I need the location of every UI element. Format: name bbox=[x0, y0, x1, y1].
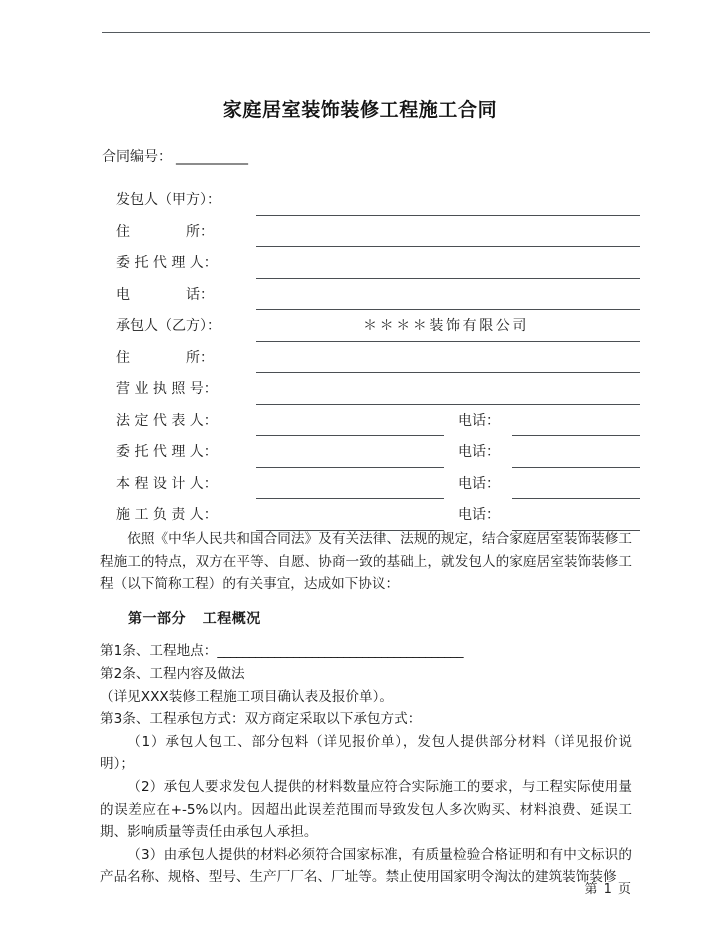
field-input-line[interactable] bbox=[256, 498, 444, 499]
form-row-contractor-agent bbox=[102, 438, 632, 470]
article-1-blank[interactable]: _______________________________________ bbox=[217, 643, 463, 660]
article-1 bbox=[100, 640, 632, 663]
article-3-item-1: （1）承包人包工、部分包料（详见报价单），发包人提供部分材料（详见报价说明）； bbox=[100, 733, 632, 773]
field-label: 施 工 负 责 人： bbox=[116, 507, 218, 523]
page-title: 家庭居室装饰装修工程施工合同 bbox=[222, 99, 498, 121]
field-label: 营 业 执 照 号： bbox=[116, 381, 218, 397]
article-1-label: 第1条、工程地点： bbox=[100, 643, 218, 660]
form-row-legal-representative bbox=[102, 407, 632, 439]
page-number: 第 1 页 bbox=[584, 882, 632, 897]
contract-number-label: 合同编号： bbox=[102, 149, 172, 165]
field-label: 电 话： bbox=[116, 286, 214, 303]
contract-number-blank[interactable]: ___________ bbox=[176, 149, 248, 165]
document-body bbox=[100, 528, 632, 889]
phone-label: 电话： bbox=[458, 412, 500, 429]
form-row-employer bbox=[102, 186, 632, 218]
field-label: 住 所： bbox=[116, 349, 214, 366]
field-input-line[interactable] bbox=[256, 467, 444, 468]
phone-label: 电话： bbox=[458, 444, 500, 460]
article-3-item-2: （2）承包人要求发包人提供的材料数量应符合实际施工的要求，与工程实际使用量的误差应在+-5%以内。因超出此误差范围而导致发包人多次购买、材料浪费、延误工期、影响质量等责任由承包人承担。 bbox=[100, 778, 632, 841]
section-name: 工程概况 bbox=[202, 610, 261, 627]
article-3-item-3: （3）由承包人提供的材料必须符合国家标准，有质量检验合格证明和有中文标识的产品名称、规格、型号、生产厂厂名、厂址等。禁止使用国家明令淘汰的建筑装饰装修 bbox=[100, 846, 632, 886]
phone-input-line[interactable] bbox=[512, 435, 640, 436]
article-2: 第2条、工程内容及做法 bbox=[100, 665, 245, 682]
contractor-company-name: ＊＊＊＊装饰有限公司 bbox=[363, 318, 529, 334]
article-2-note: （详见XXX装修工程施工项目确认表及报价单）。 bbox=[100, 688, 394, 705]
field-input-line[interactable] bbox=[256, 341, 640, 342]
field-input-line[interactable] bbox=[256, 278, 640, 279]
phone-input-line[interactable] bbox=[512, 498, 640, 499]
field-label: 法 定 代 表 人： bbox=[116, 412, 218, 429]
field-label: 本 程 设 计 人： bbox=[116, 475, 218, 492]
party-information-form bbox=[102, 186, 632, 533]
form-row-employer-agent bbox=[102, 249, 632, 281]
phone-input-line[interactable] bbox=[512, 467, 640, 468]
form-row-employer-address bbox=[102, 218, 632, 250]
field-input-line[interactable] bbox=[256, 404, 640, 405]
field-input-line[interactable] bbox=[256, 215, 640, 216]
field-input-line[interactable] bbox=[256, 435, 444, 436]
field-input-line[interactable] bbox=[256, 309, 640, 310]
field-label: 委 托 代 理 人： bbox=[116, 255, 218, 271]
section-heading bbox=[100, 608, 632, 631]
form-row-business-license bbox=[102, 375, 632, 407]
article-3: 第3条、工程承包方式：双方商定采取以下承包方式： bbox=[100, 711, 422, 728]
contract-number-field bbox=[102, 146, 248, 166]
form-row-employer-phone bbox=[102, 281, 632, 313]
header-rule bbox=[102, 32, 650, 33]
phone-label: 电话： bbox=[458, 507, 500, 523]
preamble-paragraph: 依照《中华人民共和国合同法》及有关法律、法规的规定，结合家庭居室装饰装修工程施工的特点，双方在平等、自愿、协商一致的基础上，就发包人的家庭居室装饰装修工程（以下简称工程）的有关事宜，达成如下协议： bbox=[100, 531, 632, 593]
field-label: 承包人（乙方）： bbox=[116, 318, 221, 334]
form-row-contractor bbox=[102, 312, 632, 344]
field-label: 住 所： bbox=[116, 223, 214, 240]
field-label: 发包人（甲方）： bbox=[116, 192, 221, 208]
phone-label: 电话： bbox=[458, 475, 500, 492]
form-row-contractor-address bbox=[102, 344, 632, 376]
form-row-designer bbox=[102, 470, 632, 502]
field-label: 委 托 代 理 人： bbox=[116, 444, 218, 460]
field-input-line[interactable] bbox=[256, 372, 640, 373]
field-input-line[interactable] bbox=[256, 246, 640, 247]
section-number: 第一部分 bbox=[128, 610, 186, 627]
